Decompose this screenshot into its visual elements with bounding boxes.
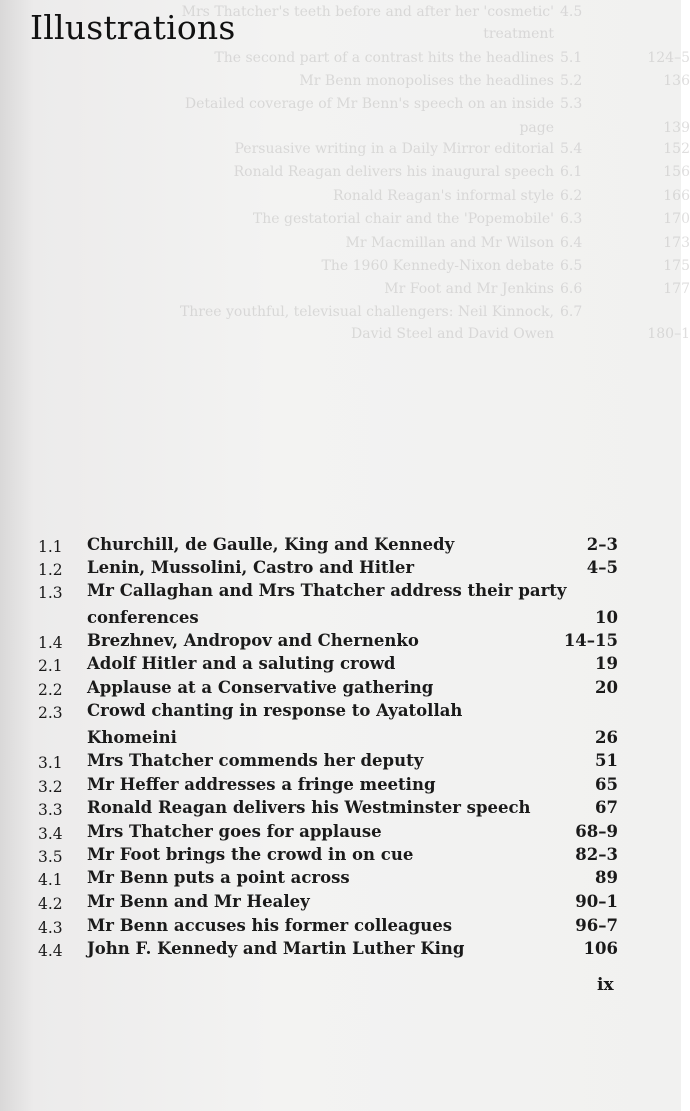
entry-caption: Mrs Thatcher goes for applause <box>87 822 382 841</box>
ghost-line <box>30 211 690 233</box>
ghost-line-text: The second part of a contrast hits the headlines <box>214 50 554 66</box>
entry-number: 3.3 <box>38 801 63 819</box>
entry-caption: Khomeini <box>87 728 177 747</box>
entry-caption: Mr Callaghan and Mrs Thatcher address their party <box>87 581 567 600</box>
entry-caption: Churchill, de Gaulle, King and Kennedy <box>87 535 455 554</box>
ghost-line-number: 6.2 <box>560 188 583 204</box>
ghost-line-text: The 1960 Kennedy-Nixon debate <box>321 258 554 274</box>
entry-page-reference: 96–7 <box>575 916 618 935</box>
ghost-line-number: 5.1 <box>560 50 583 66</box>
entry-caption: Mr Benn accuses his former colleagues <box>87 916 453 935</box>
ghost-line-text: page <box>519 120 554 136</box>
page-number: ix <box>597 975 614 995</box>
ghost-line-number: 6.3 <box>560 211 583 227</box>
ghost-line-page: 175 <box>663 258 690 274</box>
entry-caption: John F. Kennedy and Martin Luther King <box>87 939 465 958</box>
ghost-line <box>30 141 690 163</box>
entry-page-reference: 4–5 <box>586 558 618 577</box>
ghost-line-page: 156 <box>663 164 690 180</box>
ghost-line-number: 6.1 <box>560 164 583 180</box>
ghost-line-text: Persuasive writing in a Daily Mirror editorial <box>234 141 554 157</box>
entry-number: 1.3 <box>38 584 63 602</box>
entry-page-reference: 106 <box>583 939 618 958</box>
entry-page-reference: 82–3 <box>575 845 618 864</box>
entry-caption: Lenin, Mussolini, Castro and Hitler <box>87 558 415 577</box>
ghost-line-page: 136 <box>663 73 690 89</box>
entry-number: 4.1 <box>38 871 63 889</box>
ghost-line-page: 177 <box>663 281 690 297</box>
ghost-line-text: Ronald Reagan delivers his inaugural speech <box>233 164 554 180</box>
entry-number: 2.1 <box>38 657 63 675</box>
entry-page-reference: 14–15 <box>563 631 618 650</box>
entry-caption: Mr Benn and Mr Healey <box>87 892 310 911</box>
entry-caption: Mr Foot brings the crowd in on cue <box>87 845 414 864</box>
ghost-line-text: Mr Macmillan and Mr Wilson <box>345 235 554 251</box>
ghost-line-number: 6.5 <box>560 258 583 274</box>
ghost-line <box>30 188 690 210</box>
ghost-line-page: 180–1 <box>647 326 690 342</box>
ghost-line <box>30 235 690 257</box>
entry-caption: Brezhnev, Andropov and Chernenko <box>87 631 419 650</box>
ghost-line <box>30 96 690 118</box>
ghost-line <box>30 326 690 348</box>
ghost-line-page: 152 <box>663 141 690 157</box>
ghost-line-page: 166 <box>663 188 690 204</box>
ghost-line-page: 139 <box>663 120 690 136</box>
entry-number: 2.2 <box>38 681 63 699</box>
entry-number: 3.4 <box>38 825 63 843</box>
ghost-line-text: Three youthful, televisual challengers: Neil Kinnock, <box>179 304 554 320</box>
entry-number: 3.5 <box>38 848 63 866</box>
ghost-line-text: Mr Foot and Mr Jenkins <box>384 281 554 297</box>
entry-page-reference: 51 <box>595 751 618 770</box>
ghost-line-text: Ronald Reagan's informal style <box>332 188 554 204</box>
entry-number: 1.2 <box>38 561 63 579</box>
ghost-line-page: 173 <box>663 235 690 251</box>
entry-caption: Mr Benn puts a point across <box>87 868 350 887</box>
ghost-line-number: 5.2 <box>560 73 583 89</box>
entry-number: 4.4 <box>38 942 63 960</box>
ghost-line-number: 6.6 <box>560 281 583 297</box>
ghost-line <box>30 281 690 303</box>
ghost-line-page: 170 <box>663 211 690 227</box>
ghost-line-text: Mr Benn monopolises the headlines <box>299 73 554 89</box>
entry-number: 3.2 <box>38 778 63 796</box>
ghost-line <box>30 258 690 280</box>
entry-page-reference: 90–1 <box>575 892 618 911</box>
entry-caption: Crowd chanting in response to Ayatollah <box>87 701 463 720</box>
ghost-line <box>30 73 690 95</box>
ghost-line-number: 6.4 <box>560 235 583 251</box>
ghost-line-number: 5.4 <box>560 141 583 157</box>
entry-caption: Ronald Reagan delivers his Westminster speech <box>87 798 531 817</box>
entry-page-reference: 65 <box>595 775 618 794</box>
entry-number: 1.4 <box>38 634 63 652</box>
page-title: Illustrations <box>30 8 236 47</box>
ghost-line-text: David Steel and David Owen <box>351 326 554 342</box>
ghost-line-page: 124–5 <box>647 50 690 66</box>
ghost-line-text: Detailed coverage of Mr Benn's speech on an inside <box>184 96 554 112</box>
entry-page-reference: 2–3 <box>586 535 618 554</box>
ghost-line-text: The gestatorial chair and the 'Popemobile' <box>252 211 554 227</box>
ghost-line-text: Mrs Thatcher's teeth before and after her 'cosmetic' <box>181 4 554 20</box>
ghost-line-number: 4.5 <box>560 4 583 20</box>
entry-caption: Applause at a Conservative gathering <box>87 678 434 697</box>
ghost-line-number: 5.3 <box>560 96 583 112</box>
entry-page-reference: 67 <box>595 798 618 817</box>
entry-page-reference: 20 <box>595 678 618 697</box>
entry-caption: Adolf Hitler and a saluting crowd <box>87 654 396 673</box>
ghost-line-number: 6.7 <box>560 304 583 320</box>
entry-page-reference: 19 <box>595 654 618 673</box>
ghost-line <box>30 164 690 186</box>
entry-page-reference: 68–9 <box>575 822 618 841</box>
entry-caption: conferences <box>87 608 199 627</box>
ghost-line <box>30 304 690 326</box>
ghost-line-text: treatment <box>483 26 554 42</box>
entry-caption: Mrs Thatcher commends her deputy <box>87 751 424 770</box>
entry-page-reference: 10 <box>595 608 618 627</box>
entry-number: 4.3 <box>38 919 63 937</box>
ghost-line <box>30 120 690 142</box>
entry-number: 1.1 <box>38 538 63 556</box>
entry-caption: Mr Heffer addresses a fringe meeting <box>87 775 436 794</box>
ghost-line <box>30 50 690 72</box>
entry-number: 3.1 <box>38 754 63 772</box>
entry-number: 2.3 <box>38 704 63 722</box>
entry-page-reference: 89 <box>595 868 618 887</box>
entry-number: 4.2 <box>38 895 63 913</box>
entry-page-reference: 26 <box>595 728 618 747</box>
